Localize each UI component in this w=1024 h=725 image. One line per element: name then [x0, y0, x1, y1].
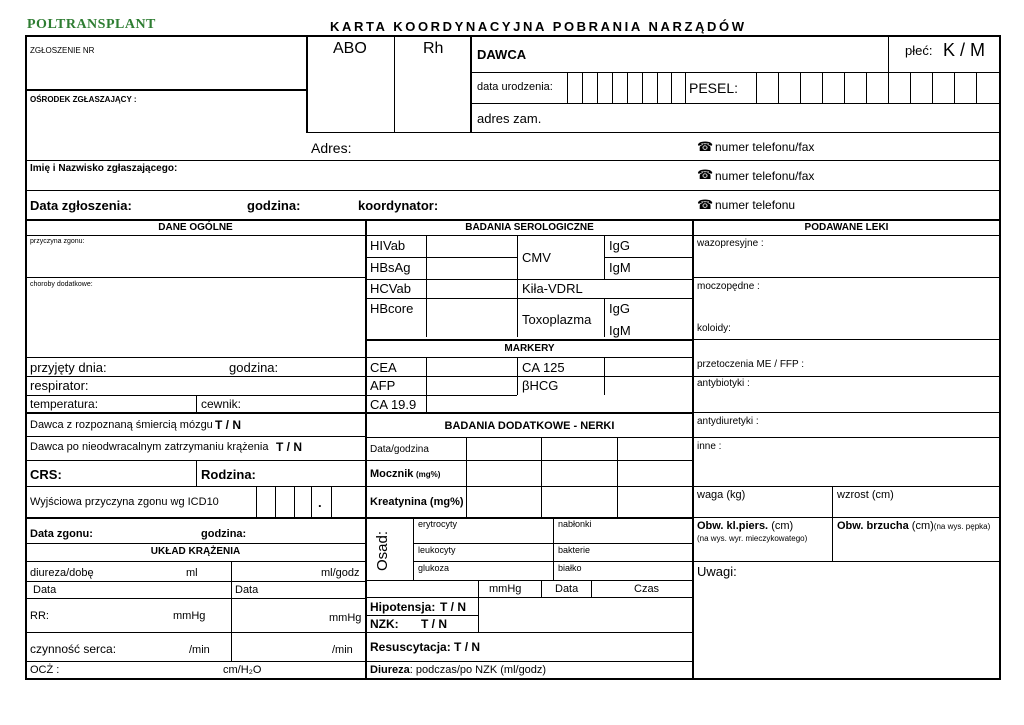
- crs-label: CRS:: [30, 467, 62, 482]
- hbsag-label: HBsAg: [370, 260, 411, 275]
- divider: [365, 257, 517, 258]
- divider: [470, 35, 472, 132]
- zatrzymanie-label: Dawca po nieodwracalnym zatrzymaniu krążenia: [30, 441, 269, 453]
- divider: [365, 597, 693, 598]
- divider: [413, 517, 414, 580]
- toxoplazma-label: Toxoplazma: [522, 312, 592, 327]
- form-title: KARTA KOORDYNACYJNA POBRANIA NARZĄDÓW: [330, 19, 747, 34]
- antydiuretyki-label: antydiuretyki :: [697, 416, 759, 427]
- divider: [426, 357, 427, 412]
- pesel-box-line: [932, 72, 933, 103]
- temperatura-label: temperatura:: [30, 397, 99, 411]
- plec-value: K / M: [943, 40, 986, 60]
- divider: [365, 517, 693, 519]
- dane-ogolne-header: DANE OGÓLNE: [158, 222, 233, 233]
- pesel-box-line: [822, 72, 823, 103]
- data-zgonu-label: Data zgonu:: [30, 528, 93, 540]
- date-box-line: [657, 72, 658, 103]
- pesel-box-line: [954, 72, 955, 103]
- dawca-label: DAWCA: [477, 47, 527, 62]
- ocz-label: OCŻ :: [30, 664, 60, 676]
- nzk-label: NZK:: [370, 617, 399, 631]
- waga-label: waga (kg): [697, 489, 746, 501]
- adres-label: Adres:: [311, 140, 352, 156]
- zatrzymanie-tn: T / N: [276, 440, 302, 454]
- phone-icon: ☎: [697, 139, 714, 154]
- leki-header: PODAWANE LEKI: [804, 222, 889, 233]
- divider: [25, 357, 366, 358]
- divider: [478, 597, 479, 632]
- divider: [365, 661, 693, 662]
- przyczyna-zgonu-label: przyczyna zgonu:: [30, 238, 85, 245]
- mmhg-label-1: mmHg: [173, 610, 206, 622]
- divider: [692, 486, 1000, 487]
- afp-label: AFP: [370, 378, 396, 393]
- antybiotyki-label: antybiotyki :: [697, 378, 750, 389]
- ocz-unit: cm/H₂O: [223, 664, 262, 676]
- resuscytacja-label: Resuscytacja: T / N: [370, 640, 481, 654]
- divider: [553, 517, 554, 580]
- godzina-label: godzina:: [247, 198, 301, 213]
- diureza-nzk-label: [370, 665, 546, 676]
- divider: [25, 661, 366, 662]
- divider: [466, 437, 467, 517]
- divider: [231, 598, 232, 632]
- telefon-fax-2: numer telefonu/fax: [715, 169, 815, 183]
- rodzina-label: Rodzina:: [201, 467, 256, 482]
- obw-brz-unit: (cm): [911, 520, 934, 532]
- date-box-line: [642, 72, 643, 103]
- ca199-label: CA 19.9: [370, 397, 417, 412]
- divider: [478, 580, 479, 597]
- obw-kl-label: [697, 521, 793, 532]
- date-box-line: [567, 72, 568, 103]
- obw-brz-bold: Obw. brzucha: [837, 520, 909, 532]
- divider: [306, 35, 308, 132]
- obw-brz-label: [837, 521, 990, 532]
- divider: [25, 89, 308, 91]
- pesel-box-line: [778, 72, 779, 103]
- przyjety-godzina-label: godzina:: [229, 360, 279, 375]
- bakterie-label: bakterie: [558, 545, 591, 555]
- data-label-1: Data: [33, 584, 57, 596]
- kreatynina-label: Kreatynina (mg%): [370, 496, 464, 508]
- obw-kl-bold: Obw. kl.piers.: [697, 520, 769, 532]
- kila-label: Kiła-VDRL: [522, 281, 583, 296]
- divider: [196, 460, 197, 486]
- abo-label: ABO: [333, 40, 367, 57]
- nerki-header: BADANIA DODATKOWE - NERKI: [444, 420, 615, 432]
- mmhg-label-2: mmHg: [329, 612, 362, 624]
- ml-godz-label: ml/godz: [321, 567, 360, 579]
- data-label: Data: [555, 583, 579, 595]
- divider: [365, 437, 693, 438]
- diureza-bold: Diureza: [370, 664, 410, 676]
- date-box-line: [612, 72, 613, 103]
- plec-label: płeć:: [905, 43, 933, 58]
- divider: [365, 279, 693, 280]
- divider: [196, 395, 197, 412]
- imie-label: Imię i Nazwisko zgłaszającego:: [30, 163, 178, 174]
- wazopresyjne-label: wazopresyjne :: [697, 238, 764, 249]
- date-box-line: [627, 72, 628, 103]
- frame-bottom: [25, 678, 1001, 680]
- pesel-box-line: [800, 72, 801, 103]
- uwagi-label: Uwagi:: [697, 564, 737, 579]
- divider: [832, 486, 833, 561]
- divider: [25, 561, 366, 562]
- obw-brz-note: (na wys. pępka): [933, 522, 991, 531]
- icd10-label: Wyjściowa przyczyna zgonu wg ICD10: [30, 496, 219, 508]
- pesel-box-line: [756, 72, 757, 103]
- ml-label: ml: [186, 567, 198, 579]
- divider: [25, 598, 366, 599]
- icd-box-line: [294, 486, 295, 517]
- nablonki-label: nabłonki: [558, 519, 592, 529]
- serologia-header: BADANIA SEROLOGICZNE: [465, 222, 594, 233]
- rr-label: RR:: [30, 610, 49, 622]
- hbcore-label: HBcore: [370, 301, 414, 316]
- divider: [25, 376, 366, 377]
- min-label-2: /min: [332, 644, 353, 656]
- obw-kl-note: (na wys. wyr. mieczykowatego): [697, 534, 808, 543]
- divider: [426, 235, 427, 337]
- divider: [25, 581, 366, 582]
- divider: [692, 517, 1000, 518]
- divider: [541, 437, 542, 517]
- divider: [231, 561, 232, 581]
- choroby-dodatkowe-label: choroby dodatkowe:: [30, 281, 93, 288]
- mocznik-unit: (mg%): [416, 470, 441, 479]
- icd-box-line: [311, 486, 312, 517]
- igg-label-1: IgG: [609, 238, 630, 253]
- icd-box-line: [331, 486, 332, 517]
- zgloszenie-label: ZGŁOSZENIE NR: [30, 46, 95, 55]
- respirator-label: respirator:: [30, 378, 89, 393]
- mocznik-label: Mocznik: [370, 468, 414, 480]
- igm-label-2: IgM: [609, 323, 631, 338]
- divider: [517, 235, 518, 337]
- telefon-fax-1: numer telefonu/fax: [715, 140, 815, 154]
- divider: [591, 580, 592, 597]
- divider: [692, 277, 1000, 278]
- divider: [470, 72, 1000, 73]
- osrodek-label: OŚRODEK ZGŁASZAJĄCY :: [30, 95, 137, 104]
- min-label-1: /min: [189, 644, 210, 656]
- divider: [365, 395, 517, 396]
- divider: [692, 561, 1000, 562]
- divider: [413, 543, 693, 544]
- divider: [470, 103, 1000, 104]
- czynnosc-serca-label: czynność serca:: [30, 642, 117, 656]
- divider: [25, 160, 1000, 161]
- czas-label: Czas: [634, 583, 660, 595]
- divider: [25, 190, 1000, 191]
- column-divider: [692, 219, 694, 679]
- column-divider: [365, 219, 367, 679]
- adres-zam-label: adres zam.: [477, 111, 542, 126]
- smierc-mozgu-label: Dawca z rozpoznaną śmiercią mózgu: [30, 419, 213, 431]
- divider: [604, 257, 693, 258]
- pesel-box-line: [866, 72, 867, 103]
- hivab-label: HIVab: [370, 238, 406, 253]
- przetoczenia-label: przetoczenia ME / FFP :: [697, 359, 805, 370]
- smierc-mozgu-tn: T / N: [215, 418, 241, 432]
- divider: [25, 543, 366, 544]
- pesel-box-line: [910, 72, 911, 103]
- divider: [394, 35, 395, 132]
- uklad-krazenia-header: UKŁAD KRĄŻENIA: [150, 546, 241, 557]
- pesel-box-line: [976, 72, 977, 103]
- hipotensja-tn: T / N: [440, 600, 466, 614]
- phone-icon: ☎: [697, 197, 714, 212]
- data-urodzenia-label: data urodzenia:: [477, 81, 553, 93]
- divider: [25, 436, 366, 437]
- obw-kl-unit: (cm): [771, 520, 794, 532]
- divider: [25, 486, 366, 487]
- moczopedne-label: moczopędne :: [697, 281, 760, 292]
- date-box-line: [671, 72, 672, 103]
- godzina-zgonu-label: godzina:: [201, 528, 247, 540]
- divider: [888, 35, 889, 72]
- diureza-label: diureza/dobę: [30, 567, 94, 579]
- data-godzina-label: Data/godzina: [370, 444, 429, 455]
- date-box-line: [582, 72, 583, 103]
- icd-box-line: [256, 486, 257, 517]
- data-label-2: Data: [235, 584, 259, 596]
- divider: [25, 235, 1000, 236]
- cmv-label: CMV: [522, 250, 551, 265]
- erytrocyty-label: erytrocyty: [418, 519, 458, 529]
- divider: [365, 580, 693, 581]
- divider: [617, 437, 618, 517]
- date-box-line: [685, 72, 686, 103]
- divider: [231, 632, 232, 661]
- frame-top: [25, 35, 1001, 37]
- divider: [365, 298, 693, 299]
- divider: [692, 376, 1000, 377]
- igg-label-2: IgG: [609, 301, 630, 316]
- icd-dot: .: [318, 495, 322, 510]
- divider: [692, 437, 1000, 438]
- cewnik-label: cewnik:: [201, 397, 242, 411]
- pesel-box-line: [888, 72, 889, 103]
- hipotensja-label: Hipotensja:: [370, 600, 436, 614]
- glukoza-label: glukoza: [418, 563, 450, 573]
- divider: [365, 412, 693, 414]
- hcvab-label: HCVab: [370, 281, 411, 296]
- pesel-label: PESEL:: [689, 80, 739, 96]
- divider: [306, 132, 1000, 133]
- cea-label: CEA: [370, 360, 397, 375]
- data-zgloszenia-label: Data zgłoszenia:: [30, 198, 132, 213]
- divider: [365, 486, 693, 487]
- markery-header: MARKERY: [504, 343, 555, 354]
- telefon-3: numer telefonu: [715, 198, 796, 212]
- mmhg-label: mmHg: [489, 583, 522, 595]
- poltransplant-logo: POLTRANSPLANT: [27, 17, 156, 32]
- divider: [541, 580, 542, 597]
- date-box-line: [597, 72, 598, 103]
- pesel-box-line: [844, 72, 845, 103]
- divider: [365, 460, 693, 461]
- leukocyty-label: leukocyty: [418, 545, 456, 555]
- diureza-rest: : podczas/po NZK (ml/godz): [409, 664, 547, 676]
- divider: [365, 357, 693, 358]
- divider: [25, 277, 366, 278]
- inne-label: inne :: [697, 441, 722, 452]
- bialko-label: białko: [558, 563, 582, 573]
- koloidy-label: koloidy:: [697, 323, 731, 334]
- osad-label: Osad:: [374, 530, 391, 571]
- divider: [365, 376, 693, 377]
- przyjety-dnia-label: przyjęty dnia:: [30, 360, 107, 375]
- divider: [25, 517, 366, 519]
- phone-icon: ☎: [697, 167, 714, 182]
- divider: [365, 339, 693, 341]
- divider: [692, 412, 1000, 413]
- koordynator-label: koordynator:: [358, 198, 439, 213]
- divider: [413, 561, 693, 562]
- divider: [692, 339, 1000, 340]
- divider: [365, 615, 478, 616]
- wzrost-label: wzrost (cm): [837, 489, 894, 501]
- igm-label-1: IgM: [609, 260, 631, 275]
- divider: [365, 632, 693, 633]
- icd-box-line: [275, 486, 276, 517]
- divider: [25, 412, 366, 414]
- ca125-label: CA 125: [522, 360, 565, 375]
- bhcg-label: βHCG: [522, 378, 559, 393]
- divider: [231, 581, 232, 598]
- divider: [25, 632, 366, 633]
- rh-label: Rh: [423, 40, 444, 57]
- nzk-tn: T / N: [421, 617, 447, 631]
- divider: [604, 298, 605, 337]
